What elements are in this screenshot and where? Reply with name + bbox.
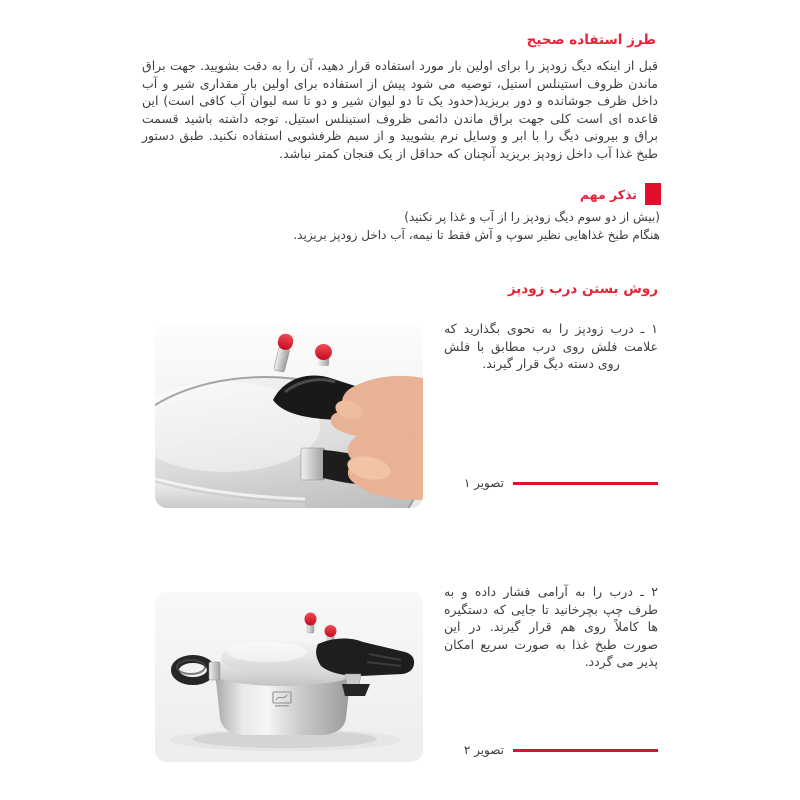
figure-2-caption: [455, 743, 658, 757]
note-line-1: (بیش از دو سوم دیگ زودپز را از آب و غذا پر نکنید): [404, 210, 660, 224]
step-1-text: ۱ ـ درب زودپز را به نحوی بگذارید که علامت فلش روی درب مطابق با فلش روی دسته دیگ قرار گیرند.: [444, 321, 658, 371]
red-square-marker-icon: [645, 183, 661, 205]
lid-highlight: [227, 642, 307, 662]
pressure-cooker-illustration: [155, 592, 423, 762]
figure-2-caption-label: تصویر ۲: [463, 743, 504, 757]
caption-red-line: [513, 482, 658, 485]
pressure-cooker-lid-closeup-illustration: [155, 322, 423, 508]
important-note-body: [140, 209, 660, 244]
figure-1-caption: [455, 476, 658, 490]
handle-bracket: [301, 448, 325, 480]
important-note-label: تذکر مهم: [579, 186, 637, 202]
step-2-text: ۲ ـ درب را به آرامی فشار داده و به طرف چپ بچرخانید تا جایی که دستگیره ها کاملاً روی هم قرار گیرند. در این صورت طبخ غذا به صورت سریع امکان پذیر می گردد.: [444, 584, 658, 669]
note-line-2: هنگام طبخ غذاهایی نظیر سوپ و آش فقط تا نیمه، آب داخل زودپز بریزید.: [293, 227, 660, 242]
figure-1-caption-label: تصویر ۱: [463, 476, 504, 490]
important-note-header: [580, 183, 661, 205]
closing-section-heading: روش بستن درب زودپز: [507, 281, 658, 297]
usage-section-heading: طرز استفاده صحیح: [526, 32, 656, 48]
usage-paragraph: قبل از اینکه دیگ زودپز را برای اولین بار مورد استفاده قرار دهید، آن را به دقت بشویید. جهت براق ماندن ظروف استینلس استیل، توصیه می شود پیش از استفاده برای اولین بار مقداری شیر و آب داخل ظرف جوشانده و دور بریزید(حدود یک تا دو لیوان شیر و دو تا سه لیوان آب کافی است) این قاعده ای است کلی جهت براق ماندن دائمی ظروف استینلس استیل. توجه داشته باشید قسمت براق و بیرونی دیگ را با ابر و وسایل نرم بشویید و از سیم ظرفشویی استفاده نکنید. طبق دستور طبخ غذا آب داخل زودپز بریزید آنچنان که حداقل از یک فنجان کمتر نباشد.: [142, 58, 658, 161]
figure-1-lid-closeup-photo: [155, 322, 423, 508]
caption-red-line: [513, 749, 658, 752]
figure-2-cooker-photo: [155, 592, 423, 762]
